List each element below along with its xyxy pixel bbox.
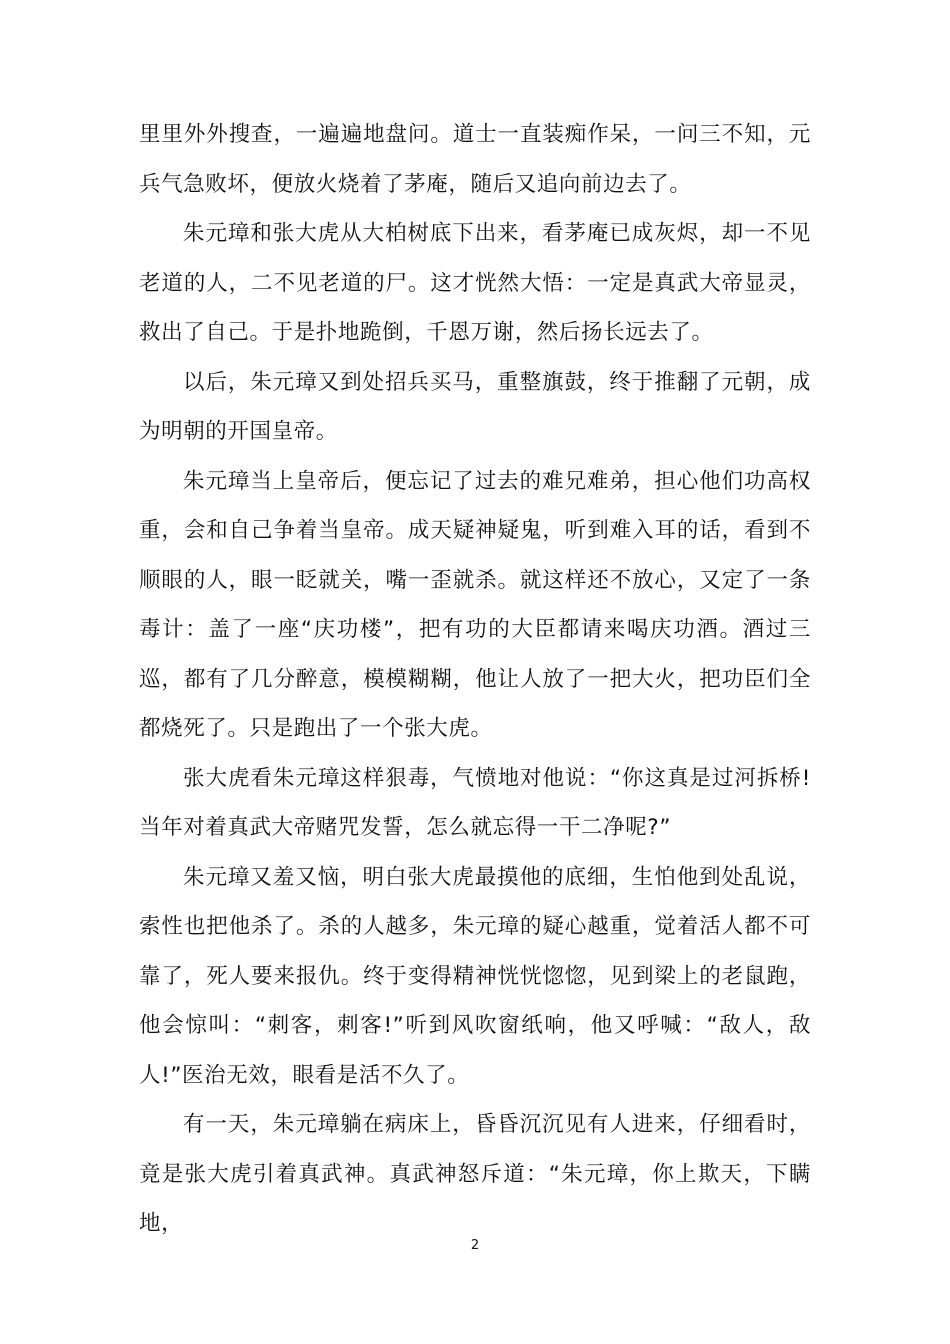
paragraph-5: 张大虎看朱元璋这样狠毒，气愤地对他说：“你这真是过河拆桥!当年对着真武大帝赌咒发誓，怎么就忘得一干二净呢?” xyxy=(139,765,811,840)
paragraph-2: 朱元璋和张大虎从大柏树底下出来，看茅庵已成灰烬，却一不见老道的人，二不见老道的尸。这才恍然大悟：一定是真武大帝显灵，救出了自己。于是扑地跪倒，千恩万谢，然后扬长远去了。 xyxy=(139,221,811,345)
page-number: 2 xyxy=(470,1238,480,1253)
paragraph-6: 朱元璋又羞又恼，明白张大虎最摸他的底细，生怕他到处乱说，索性也把他杀了。杀的人越多，朱元璋的疑心越重，觉着活人都不可靠了，死人要来报仇。终于变得精神恍恍惚惚，见到梁上的老鼠跑，他会惊叫：“刺客，刺客!”听到风吹窗纸响，他又呼喊：“敌人，敌人!”医治无效，眼看是活不久了。 xyxy=(139,864,811,1088)
paragraph-7: 有一天，朱元璋躺在病床上，昏昏沉沉见有人进来，仔细看时，竟是张大虎引着真武神。真武神怒斥道：“朱元璋，你上欺天，下瞒地， xyxy=(139,1112,811,1236)
paragraph-4: 朱元璋当上皇帝后，便忘记了过去的难兄难弟，担心他们功高权重，会和自己争着当皇帝。成天疑神疑鬼，听到难入耳的话，看到不顺眼的人，眼一眨就关，嘴一歪就杀。就这样还不放心，又定了一条毒计：盖了一座“庆功楼”，把有功的大臣都请来喝庆功酒。酒过三巡，都有了几分醉意，模模糊糊，他让人放了一把大火，把功臣们全都烧死了。只是跑出了一个张大虎。 xyxy=(139,468,811,741)
body-text xyxy=(139,110,811,1249)
paragraph-1: 里里外外搜查，一遍遍地盘问。道士一直装痴作呆，一问三不知，元兵气急败坏，便放火烧着了茅庵，随后又追向前边去了。 xyxy=(139,122,811,197)
paragraph-3: 以后，朱元璋又到处招兵买马，重整旗鼓，终于推翻了元朝，成为明朝的开国皇帝。 xyxy=(139,369,811,444)
